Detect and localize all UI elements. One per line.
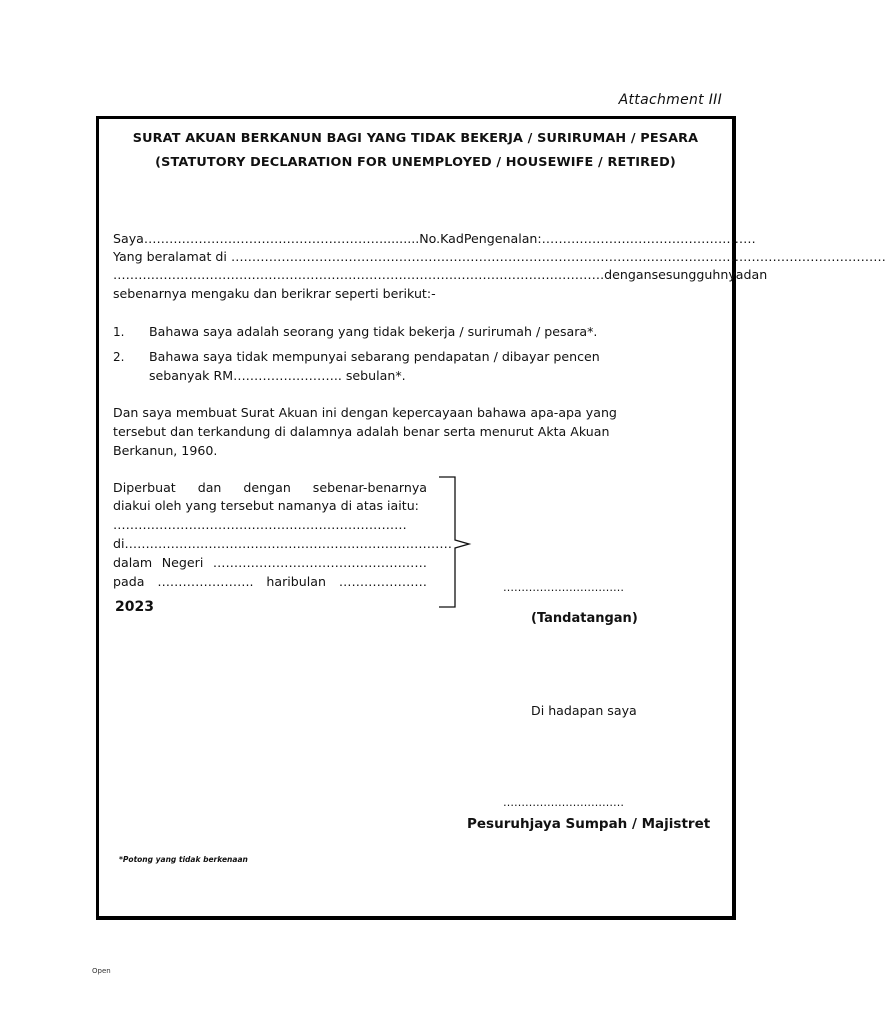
ic-blank: …………………………………………… — [541, 231, 756, 246]
word-dengan: dengan — [604, 267, 652, 282]
day-blank: ………………….. — [157, 574, 254, 589]
saya-label: Saya — [113, 231, 144, 246]
made-by-name-blank: …………………………………….……………………… — [113, 517, 407, 532]
year: 2023 — [115, 599, 154, 615]
made-by-line-1 — [113, 480, 427, 496]
footnote: *Potong yang tidak berkenaan — [119, 855, 248, 864]
word-dan-2: dan — [197, 480, 222, 495]
address-line-1 — [113, 249, 886, 265]
declaration-line-3: Berkanun, 1960. — [113, 443, 218, 458]
word-diperbuat: Diperbuat — [113, 480, 176, 495]
state-blank: …………………………………………… — [212, 555, 427, 570]
word-sebenar-benarnya: sebenar-benarnya — [312, 480, 427, 495]
made-by-place-blank: di…………………………………………………………………… — [113, 536, 452, 551]
item-1-text: Bahawa saya adalah seorang yang tidak bekerja / surirumah / pesara*. — [149, 324, 598, 339]
ic-label-kad: Kad — [440, 231, 464, 246]
word-sesungguhnya: sesungguhnya — [651, 267, 744, 282]
item-2-number: 2. — [113, 350, 125, 364]
word-dalam: dalam — [113, 555, 153, 570]
declaration-line-1: Dan saya membuat Surat Akuan ini dengan kepercayaan bahawa apa-apa yang — [113, 405, 617, 420]
attachment-label: Attachment III — [618, 92, 722, 108]
word-haribulan: haribulan — [266, 574, 326, 589]
name-blank: …………………………………………………......... — [143, 231, 420, 246]
brace-icon — [437, 475, 473, 611]
word-pada: pada — [113, 574, 145, 589]
commissioner-title: Pesuruhjaya Sumpah / Majistret — [467, 816, 711, 832]
item-2-text-line-2: sebanyak RM…………………….. sebulan*. — [149, 368, 406, 383]
word-negeri: Negeri — [161, 555, 204, 570]
word-dan: dan — [743, 267, 768, 282]
before-me-label: Di hadapan saya — [531, 703, 637, 718]
made-by-state-line — [113, 555, 427, 571]
address-line-2 — [113, 267, 768, 283]
address-blank: ………………………………………………………………………………………………………………………………………… — [230, 249, 886, 264]
signature-label: (Tandatangan) — [531, 611, 638, 626]
address-blank-2: ……………………………………………………………………………………………………… — [113, 267, 605, 282]
form-title-malay: SURAT AKUAN BERKANUN BAGI YANG TIDAK BEKERJA / SURIRUMAH / PESARA — [132, 131, 699, 146]
month-blank: ………………… — [338, 574, 427, 589]
declaration-form — [96, 116, 886, 920]
declaration-line-2: tersebut dan terkandung di dalamnya adalah benar serta menurut Akta Akuan — [113, 424, 610, 439]
ic-label-pengenalan: Pengenalan: — [463, 231, 542, 246]
item-2-text-line-1: Bahawa saya tidak mempunyai sebarang pendapatan / dibayar pencen — [149, 349, 600, 364]
intro-line-4: sebenarnya mengaku dan berikrar seperti berikut:- — [113, 286, 436, 301]
form-title-english: (STATUTORY DECLARATION FOR UNEMPLOYED / HOUSEWIFE / RETIRED) — [155, 155, 676, 170]
word-dengan-2: dengan — [243, 480, 291, 495]
signature-blank: …………………………… — [503, 581, 624, 594]
item-1-number: 1. — [113, 325, 125, 339]
name-ic-line — [113, 231, 756, 247]
made-by-line-2: diakui oleh yang tersebut namanya di atas iaitu: — [113, 498, 419, 513]
ic-label-no: No. — [419, 231, 441, 246]
commissioner-signature-blank: …………………………… — [503, 796, 624, 809]
address-label: Yang beralamat di — [113, 249, 227, 264]
made-by-date-line — [113, 574, 427, 590]
open-label: Open — [92, 967, 111, 975]
